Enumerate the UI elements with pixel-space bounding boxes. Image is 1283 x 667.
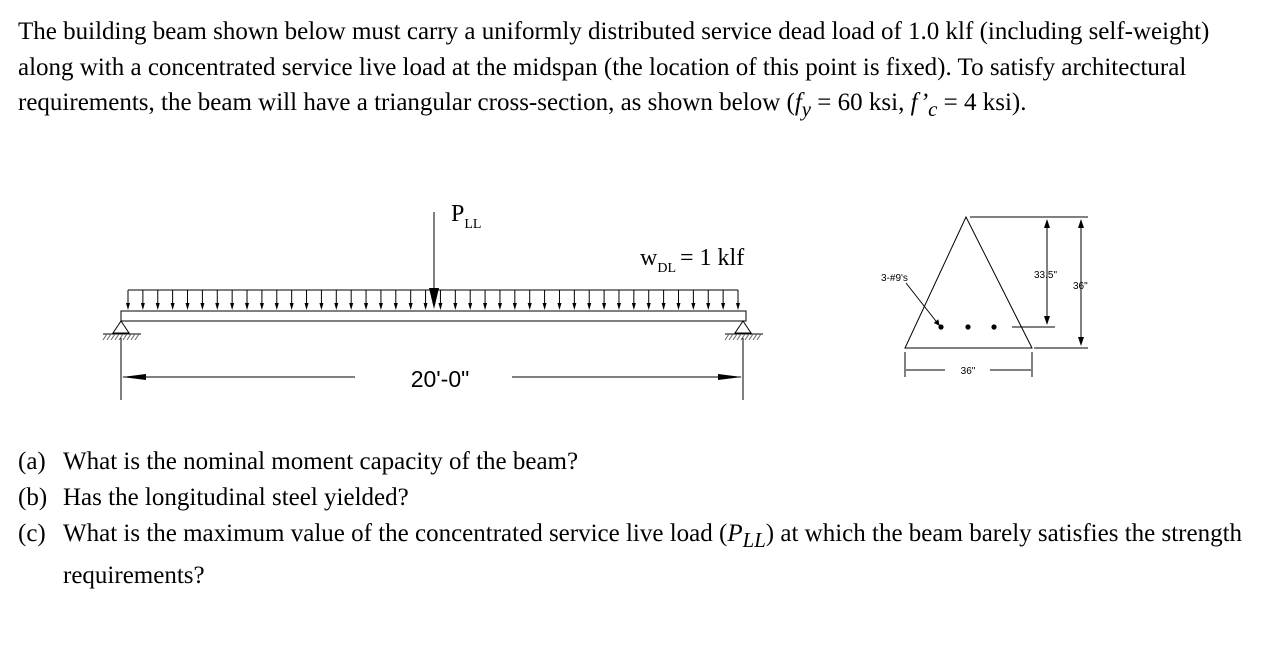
distributed-load-arrowhead (275, 303, 279, 310)
distributed-load-arrowhead (364, 303, 368, 310)
distributed-load-arrowhead (528, 303, 532, 310)
rebar-dot (991, 324, 996, 329)
question-text: What is the nominal moment capacity of the beam? (63, 448, 579, 475)
fy-symbol: f (794, 89, 802, 116)
question-list (18, 444, 1268, 594)
question-label: (a) (18, 448, 46, 475)
question-text: What is the maximum value of the concentrated service live load $(P_{LL})$ at which the beam barely satisfies the strength requirements? (63, 520, 1243, 589)
distributed-load-arrowhead (543, 303, 547, 310)
distributed-load-arrowhead (424, 303, 428, 310)
point-load-arrowhead (429, 288, 439, 309)
distributed-load-arrowhead (349, 303, 353, 310)
fc-symbol: f’ (910, 89, 929, 116)
distributed-load-arrowhead (156, 303, 160, 310)
distributed-load-arrowhead (617, 303, 621, 310)
rebar-dot (965, 324, 970, 329)
distributed-load-arrowhead (736, 303, 740, 310)
distributed-load-arrowhead (438, 303, 442, 310)
distributed-load-arrowhead (632, 303, 636, 310)
height-label: 36" (1073, 281, 1088, 292)
span-dimension (121, 338, 743, 400)
distributed-load-arrowhead (260, 303, 264, 310)
distributed-load-arrowhead (498, 303, 502, 310)
distributed-load-arrowhead (691, 303, 695, 310)
fy-value: = 60 ksi, (811, 89, 911, 116)
pll-subscript: LL (742, 528, 766, 552)
pll-symbol: P (727, 520, 743, 547)
distributed-load-arrowhead (706, 303, 710, 310)
distributed-load-arrowhead (245, 303, 249, 310)
distributed-load-arrowhead (290, 303, 294, 310)
beam-elevation (103, 201, 763, 400)
distributed-load-arrowhead (468, 303, 472, 310)
span-label: 20'-0" (410, 366, 470, 392)
effective-depth-label: 33.5" (1034, 270, 1058, 281)
right-roller-support (725, 321, 763, 340)
question-item (18, 516, 1268, 594)
fy-subscript: y (801, 97, 812, 121)
question-item (18, 480, 1268, 516)
distributed-load-arrowhead (647, 303, 651, 310)
rebar-dot (938, 324, 943, 329)
intro-text: The building beam shown below must carry a uniformly distributed service dead load of 1.0 klf (including self-weight) along with a concentrated service live load at the midspan (the location of this point is fixed). To satisfy architectural requirements, the beam will have a triangular cross-section, as shown below ( (18, 18, 1210, 116)
fc-subscript: c (928, 97, 938, 121)
distributed-load-arrowhead (305, 303, 309, 310)
beam-body (121, 311, 746, 321)
distributed-load-arrowhead (126, 303, 130, 310)
distributed-load-arrowhead (483, 303, 487, 310)
question-text: Has the longitudinal steel yielded? (63, 484, 409, 511)
distributed-load-arrowhead (572, 303, 576, 310)
distributed-load-arrowhead (230, 303, 234, 310)
distributed-load-arrowhead (587, 303, 591, 310)
distributed-load-arrowhead (662, 303, 666, 310)
distributed-load-arrowhead (394, 303, 398, 310)
distributed-load-arrowhead (602, 303, 606, 310)
distributed-load-arrowhead (676, 303, 680, 310)
distributed-load-label: $w_{DL} = 1$ klf (640, 245, 745, 276)
left-pin-support (103, 321, 141, 340)
distributed-load-arrowhead (215, 303, 219, 310)
distributed-load-arrowhead (334, 303, 338, 310)
distributed-load-arrowhead (721, 303, 725, 310)
point-load-label: $P_{LL}$ (451, 201, 482, 232)
question-item (18, 444, 1268, 480)
distributed-load-arrowhead (200, 303, 204, 310)
distributed-load-arrowhead (171, 303, 175, 310)
rebar-label: 3-#9's (881, 273, 908, 284)
base-width-label: 36" (960, 366, 976, 377)
distributed-load-arrowhead (513, 303, 517, 310)
distributed-load-arrowhead (453, 303, 457, 310)
distributed-load-arrowhead (186, 303, 190, 310)
distributed-load-arrowhead (409, 303, 413, 310)
question-label: (b) (18, 484, 48, 511)
distributed-load-arrowhead (141, 303, 145, 310)
question-label: (c) (18, 520, 46, 547)
distributed-load-arrowhead (379, 303, 383, 310)
distributed-load-arrowhead (319, 303, 323, 310)
triangular-section (881, 217, 1088, 377)
distributed-load-arrowhead (557, 303, 561, 310)
fc-value: = 4 ksi). (937, 89, 1027, 116)
